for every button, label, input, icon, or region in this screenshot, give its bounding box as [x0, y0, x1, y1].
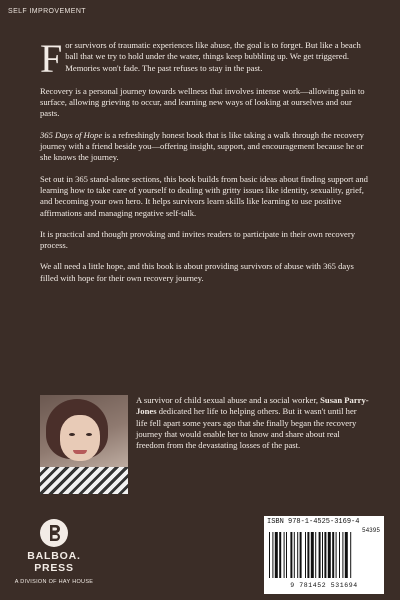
blurb-paragraph-1-text: or survivors of traumatic experiences like abuse, the goal is to forget. But like a beach ball that we try to hold under the water, things keep bubbling up. We get triggered. Memories won't fade. The past refuses to stay in the past. — [65, 40, 361, 73]
blurb-paragraph-5: It is practical and thought provoking and invites readers to participate in their own recovery process. — [40, 228, 356, 251]
blurb-paragraph-3 — [40, 130, 370, 164]
author-photo — [40, 395, 128, 494]
book-title: 365 Days of Hope — [40, 129, 103, 140]
blurb-paragraph-6: We all need a little hope, and this book is about providing survivors of abuse with 365 days filled with hope for their own recovery journey. — [40, 261, 354, 283]
drop-cap: F — [40, 36, 63, 81]
barcode-bars — [267, 528, 381, 580]
barcode — [264, 516, 384, 594]
publisher-division: A DIVISION OF HAY HOUSE — [14, 579, 94, 585]
publisher-logo — [6, 518, 102, 585]
price-code: 54395 — [361, 527, 380, 534]
blurb-paragraph-1 — [40, 36, 370, 81]
isbn-label: ISBN 978-1-4525-3169-4 — [267, 518, 360, 526]
category-label: SELF IMPROVEMENT — [8, 8, 86, 15]
ean-digits: 9 781452 531694 — [290, 582, 358, 589]
author-bio-rest: dedicated her life to helping others. But it wasn't until her life fell apart some years ago that she finally began the recovery journey that would enable her to know and share about real freedom from the devastating losses of the past. — [136, 406, 357, 451]
back-cover-blurb — [40, 36, 370, 294]
publisher-name: BALBOA. PRESS — [27, 550, 81, 574]
blurb-paragraph-4: Set out in 365 stand-alone sections, this book builds from basic ideas about finding support and learning how to take care of yourself to dealing with gritty issues like identity, sexuality, grief, and becoming your own hero. It helps survivors learn skills like learning to use positive affirmations and managing negative self-talk. — [40, 173, 368, 218]
author-name: Susan Parry-Jones — [136, 395, 369, 417]
balboa-b-icon — [39, 518, 69, 548]
blurb-paragraph-2: Recovery is a personal journey towards wellness that involves intense work—allowing pain to surface, allowing grieving to occur, and learning new ways of looking at ourselves and our pasts. — [40, 85, 365, 119]
author-bio — [136, 395, 370, 451]
author-bio-intro: A survivor of child sexual abuse and a social worker, — [136, 395, 321, 405]
blurb-paragraph-3-text: is a refreshingly honest book that is like taking a walk through the recovery journey with a friend beside you—offering insight, support, and encouragement because he or she knows the journey. — [40, 129, 364, 163]
